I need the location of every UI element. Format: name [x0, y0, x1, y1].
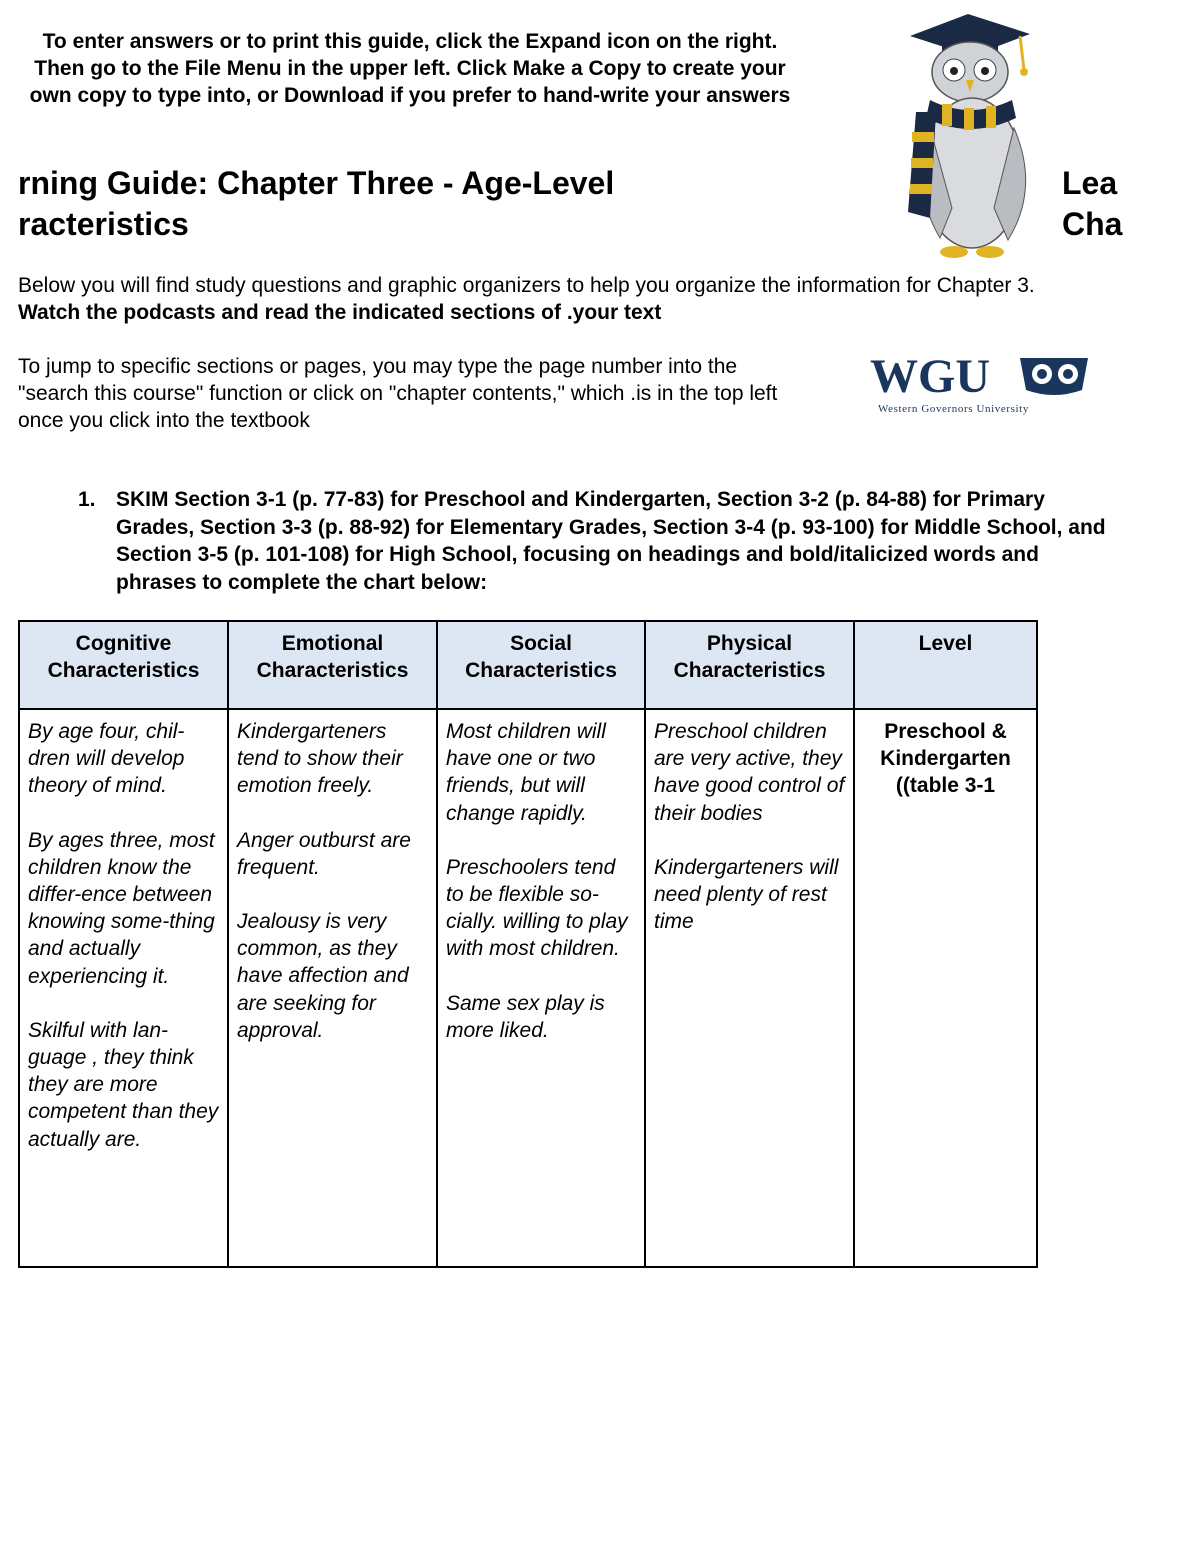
physical-cell[interactable]: [645, 709, 854, 1267]
jump-instructions: To jump to specific sections or pages, you may type the page number into the "search this course" function or click on "chapter contents," which .is in the top left once you click into the textbook: [18, 355, 778, 432]
cognitive-item: By age four, chil-dren will develop theory of mind.: [28, 720, 185, 798]
emotional-cell[interactable]: [228, 709, 437, 1267]
intro-paragraph: [18, 272, 1058, 326]
owl-mascot-image: [890, 8, 1050, 266]
page-title-overflow: Lea Cha: [1062, 165, 1123, 242]
social-cell[interactable]: [437, 709, 645, 1267]
social-item: Same sex play is more liked.: [446, 991, 605, 1042]
cognitive-item: By ages three, most children know the differ-ence between knowing some-thing and actually experiencing it.: [28, 828, 215, 988]
instructions-text: To enter answers or to print this guide, click the Expand icon on the right. Then go to the File Menu in the upper left. Click Make a Copy to create your own copy to type into, or Download if you prefer to hand-write your answers: [29, 30, 791, 107]
cognitive-cell[interactable]: [19, 709, 228, 1267]
physical-item: Preschool children are very active, they have good control of their bodies: [654, 720, 845, 825]
wgu-logo-mark: [870, 350, 1090, 420]
intro-bold-text: Watch the podcasts and read the indicated sections of .your text: [18, 301, 662, 324]
wgu-wordmark: WGU: [870, 350, 990, 403]
social-item: Preschoolers tend to be flexible so-cially. willing to play with most children.: [446, 855, 628, 961]
header-emotional: Emotional Characteristics: [228, 621, 437, 709]
social-item: Most children will have one or two friends, but will change rapidly.: [446, 720, 606, 825]
characteristics-table: [18, 620, 1038, 1268]
question-text: SKIM Section 3-1 (p. 77-83) for Preschool and Kindergarten, Section 3-2 (p. 84-88) for Primary Grades, Section 3-3 (p. 88-92) for Elementary Grades, Section 3-4 (p. 93-100) for Middle School, and Section 3-5 (p. 101-108) for High School, focusing on headings and bold/italicized words and phrases to complete the chart below:: [116, 488, 1106, 594]
emotional-item: Jealousy is very common, as they have affection and are seeking for approval.: [237, 910, 409, 1042]
table-header-row: [19, 621, 1037, 709]
header-social: Social Characteristics: [437, 621, 645, 709]
header-cognitive: Cognitive Characteristics: [19, 621, 228, 709]
owl-logo-icon: [1020, 358, 1088, 395]
wgu-logo: [870, 350, 1090, 420]
emotional-item: Anger outburst are frequent.: [237, 828, 411, 879]
physical-item: Kindergarteners will need plenty of rest time: [654, 855, 839, 934]
table-row: [19, 709, 1037, 1267]
question-1: [78, 486, 1118, 596]
intro-plain-text: Below you will find study questions and graphic organizers to help you organize the information for Chapter 3.: [18, 274, 1035, 297]
question-number: 1.: [78, 488, 96, 511]
wgu-subtitle: Western Governors University: [878, 403, 1029, 415]
header-level: Level: [854, 621, 1037, 709]
emotional-item: Kindergarteners tend to show their emotion freely.: [237, 720, 403, 798]
cognitive-item: Skilful with lan-guage , they think they are more competent than they actually are.: [28, 1018, 219, 1151]
level-cell: Preschool & Kindergarten ((table 3-1: [854, 709, 1037, 1267]
header-physical: Physical Characteristics: [645, 621, 854, 709]
page-title: rning Guide: Chapter Three - Age-Level racteristics: [18, 165, 615, 242]
